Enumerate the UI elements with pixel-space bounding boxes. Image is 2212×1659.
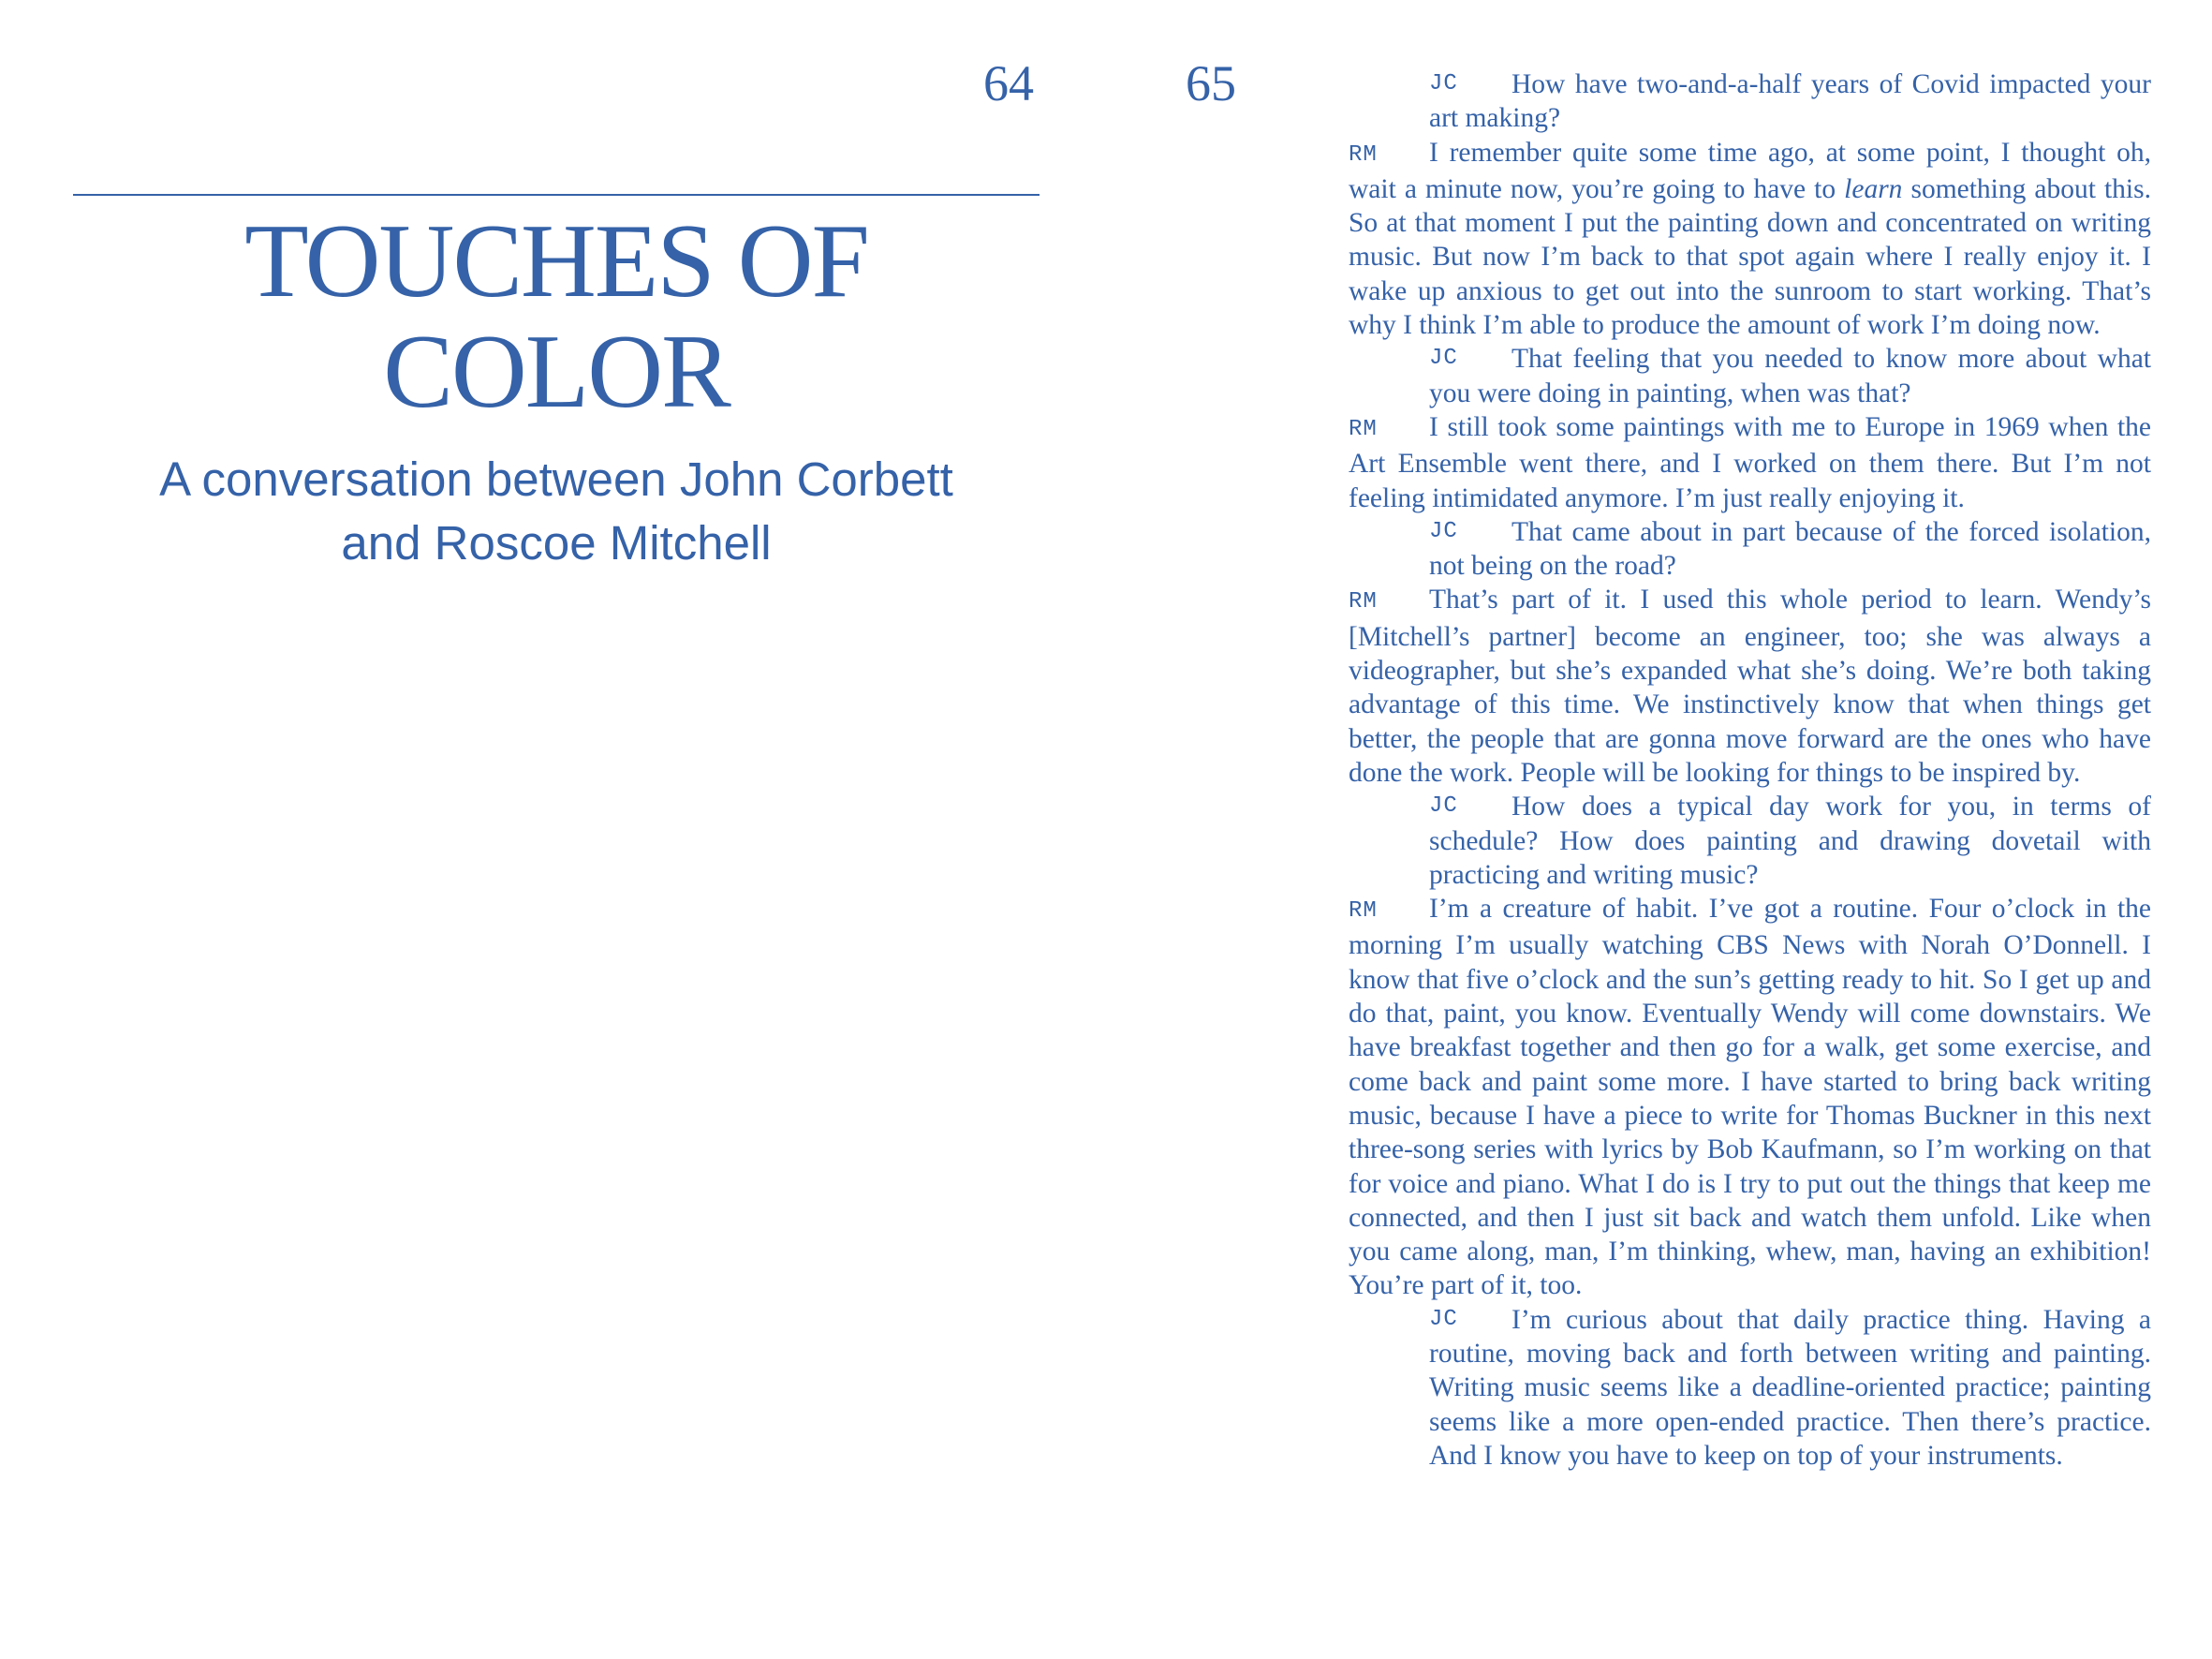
turn-text: I’m a creature of habit. I’ve got a routine. Four o’clock in the morning I’m usually watching CBS News with Norah O’Donnell. I know that five o’clock and the sun’s getting ready to hit. So I get up and do that, paint, you know. Eventually Wendy will come downstairs. We have breakfast together and then go for a walk, get some exercise, and come back and paint some more. I have started to bring back writing music, because I have a piece to write for Thomas Buckner in this next three-song series with lyrics by Bob Kaufmann, so I’m working on that for voice and piano. What I do is I try to put out the things that keep me connected, and then I just sit back and watch them unfold. Like when you came along, man, I’m thinking, whew, man, having an exhibition! You’re part of it, too. [1349, 894, 2151, 1301]
subtitle-line-2: and Roscoe Mitchell [341, 516, 772, 570]
question-turn [1429, 790, 2151, 892]
subtitle-line-1: A conversation between John Corbett [159, 452, 953, 506]
speaker-label: JC [1429, 71, 1458, 96]
title-line-2: COLOR [383, 314, 730, 430]
article-title [73, 203, 1040, 430]
speaker-label: RM [1349, 141, 1378, 168]
speaker-label: RM [1349, 898, 1378, 925]
speaker-label: JC [1429, 346, 1458, 372]
turn-text: I remember quite some time ago, at some point, I thought oh, wait a minute now, you’re going to have to [1349, 137, 2151, 204]
answer-turn [1349, 136, 2151, 343]
conversation-column [1349, 67, 2151, 1473]
speaker-label: RM [1349, 416, 1378, 442]
turn-text: That’s part of it. I used this whole period to learn. Wendy’s [Mitchell’s partner] become an engineer, too; she was always a videographer, but she’s expanded what she’s doing. We’re both taking advantage of this time. We instinctively know that when things get better, the people that are gonna move forward are the ones who have done the work. People will be looking for things to be inspired by. [1349, 585, 2151, 788]
turn-text: I still took some paintings with me to Europe in 1969 when the Art Ensemble went there, and I worked on them there. But I’m not feeling intimidated anymore. I’m just really enjoying it. [1349, 411, 2151, 513]
speaker-label: JC [1429, 518, 1458, 544]
speaker-label: JC [1429, 1306, 1458, 1332]
turn-text: That came about in part because of the forced isolation, not being on the road? [1429, 516, 2151, 582]
turn-text: How have two-and-a-half years of Covid impacted your art making? [1429, 69, 2151, 134]
speaker-label: JC [1429, 793, 1458, 820]
turn-text: How does a typical day work for you, in terms of schedule? How does painting and drawing dovetail with practicing and writing music? [1429, 792, 2151, 890]
title-line-1: TOUCHES OF [244, 203, 868, 319]
question-turn [1429, 342, 2151, 410]
page-number-left: 64 [983, 55, 1034, 111]
question-turn [1429, 515, 2151, 584]
emphasized-word: learn [1844, 173, 1903, 204]
article-subtitle [73, 448, 1040, 575]
turn-text-continued: something about this. So at that moment I put the painting down and concentrated on writing music. But now I’m back to that spot again where I really enjoy it. I wake up anxious to get out into the sunroom to start working. That’s why I think I’m able to produce the amount of work I’m doing now. [1349, 173, 2151, 341]
page-number-right: 65 [1186, 55, 1236, 111]
title-rule [73, 194, 1040, 196]
turn-text: That feeling that you needed to know more about what you were doing in painting, when was that? [1429, 344, 2151, 408]
answer-turn [1349, 410, 2151, 515]
answer-turn [1349, 892, 2151, 1303]
question-turn [1429, 1303, 2151, 1473]
question-turn [1429, 67, 2151, 136]
speaker-label: RM [1349, 589, 1378, 615]
answer-turn [1349, 583, 2151, 790]
turn-text: I’m curious about that daily practice thing. Having a routine, moving back and forth between writing and painting. Writing music seems like a deadline-oriented practice; painting seems like a more open-ended practice. Then there’s practice. And I know you have to keep on top of your instruments. [1429, 1304, 2151, 1471]
